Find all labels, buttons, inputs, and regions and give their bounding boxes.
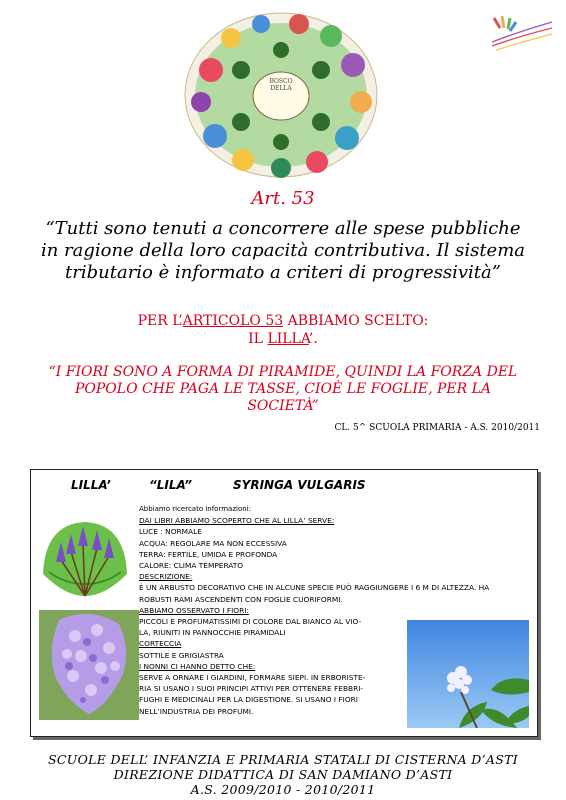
info-water: ACQUA: REGOLARE MA NON ECCESSIVA — [139, 538, 287, 548]
choice-suffix: ABBIAMO SCELTO: — [283, 313, 429, 329]
reason-line-2: POPOLO CHE PAGA LE TASSE, CIOÈ LE FOGLIE, PER LA — [74, 381, 492, 397]
quote-line-2: in ragione della loro capacità contributiva. Il sistema — [40, 240, 526, 261]
emblem-center-line1: BOSCO — [269, 78, 293, 85]
info-grandparents-heading: I NONNI CI HANNO DETTO CHE: — [139, 661, 256, 671]
reason-line-3: SOCIETÀ” — [247, 398, 319, 414]
article-53-link: ARTICOLO 53 — [182, 313, 284, 329]
choice-line2-prefix: IL — [248, 331, 268, 347]
choice-line2-suffix: ’. — [308, 331, 318, 347]
panel-name-common: LILLA’ — [71, 478, 111, 492]
info-books-heading: DAI LIBRI ABBIAMO SCOPERTO CHE AL LILLA’ SERVE: — [139, 516, 335, 526]
info-gp-line-1: SERVE A ORNARE I GIARDINI, FORMARE SIEPI. IN ERBORISTE- — [139, 673, 366, 683]
lilac-flower-photo — [39, 610, 139, 720]
choice-statement — [0, 312, 566, 348]
info-flowers-line-2: LA, RIUNITI IN PANNOCCHIE PIRAMIDALI — [139, 628, 286, 638]
choice-prefix: PER L’ — [137, 313, 183, 329]
reason-statement — [14, 364, 552, 415]
info-gp-line-2: RIA SI USANO I SUOI PRINCIPI ATTIVI PER OTTENERE FEBBRI- — [139, 684, 364, 694]
info-gp-line-3: FUGHI E MEDICINALI PER LA DIGESTIONE. SI USANO I FIORI — [139, 695, 358, 705]
info-desc-heading: DESCRIZIONE: — [139, 572, 193, 582]
article-title: Art. 53 — [251, 188, 315, 209]
info-light: LUCE : NORMALE — [139, 527, 202, 537]
info-soil: TERRA: FERTILE, UMIDA E PROFONDA — [139, 549, 278, 559]
info-heat: CALORE: CLIMA TEMPERATO — [139, 561, 244, 571]
panel-name-latin: SYRINGA VULGARIS — [233, 478, 366, 492]
corner-logo-icon — [488, 12, 556, 52]
choice-line-1 — [0, 312, 566, 330]
school-emblem-drawing — [181, 10, 381, 180]
class-line: CL. 5^ SCUOLA PRIMARIA - A.S. 2010/2011 — [334, 423, 540, 433]
plant-name: LILLA — [267, 331, 309, 347]
quote-line-1: “Tutti sono tenuti a concorrere alle spese pubbliche — [45, 218, 521, 239]
choice-line-2 — [0, 330, 566, 348]
info-flowers-heading: ABBIAMO OSSERVATO I FIORI: — [139, 605, 249, 615]
lilac-info-panel — [30, 469, 538, 737]
reason-line-1: “I FIORI SONO A FORMA DI PIRAMIDE, QUINDI LA FORZA DEL — [48, 364, 518, 380]
lilac-sky-photo — [407, 620, 529, 728]
emblem-center-line2: DELLA — [270, 85, 292, 92]
footer-line-1: SCUOLE DELL’ INFANZIA E PRIMARIA STATALI DI CISTERNA D’ASTI — [48, 752, 518, 767]
lilac-drawing-image — [35, 504, 135, 604]
quote-line-3: tributario è informato a criteri di progressività” — [65, 262, 501, 283]
info-flowers-line-1: PICCOLI E PROFUMATISSIMI DI COLORE DAL BIANCO AL VIO- — [139, 617, 362, 627]
article-quote — [10, 218, 556, 284]
info-bark-line: SOTTILE E GRIGIASTRA — [139, 650, 224, 660]
info-desc-line-2: ROBUSTI RAMI ASCENDENTI CON FOGLIE CUORIFORMI. — [139, 594, 343, 604]
info-bark-heading: CORTECCIA — [139, 639, 182, 649]
footer-line-3: A.S. 2009/2010 - 2010/2011 — [190, 782, 376, 797]
panel-name-local: “LILA” — [149, 478, 193, 492]
emblem-center-text — [261, 78, 301, 92]
info-gp-line-4: NELL’INDUSTRIA DEI PROFUMI. — [139, 706, 254, 716]
info-intro: Abbiamo ricercato informazioni: — [139, 505, 251, 513]
info-desc-line-1: È UN ARBUSTO DECORATIVO CHE IN ALCUNE SPECIE PUÒ RAGGIUNGERE I 6 M DI ALTEZZA. HA — [139, 583, 490, 593]
footer-line-2: DIREZIONE DIDATTICA DI SAN DAMIANO D’ASTI — [113, 767, 453, 782]
